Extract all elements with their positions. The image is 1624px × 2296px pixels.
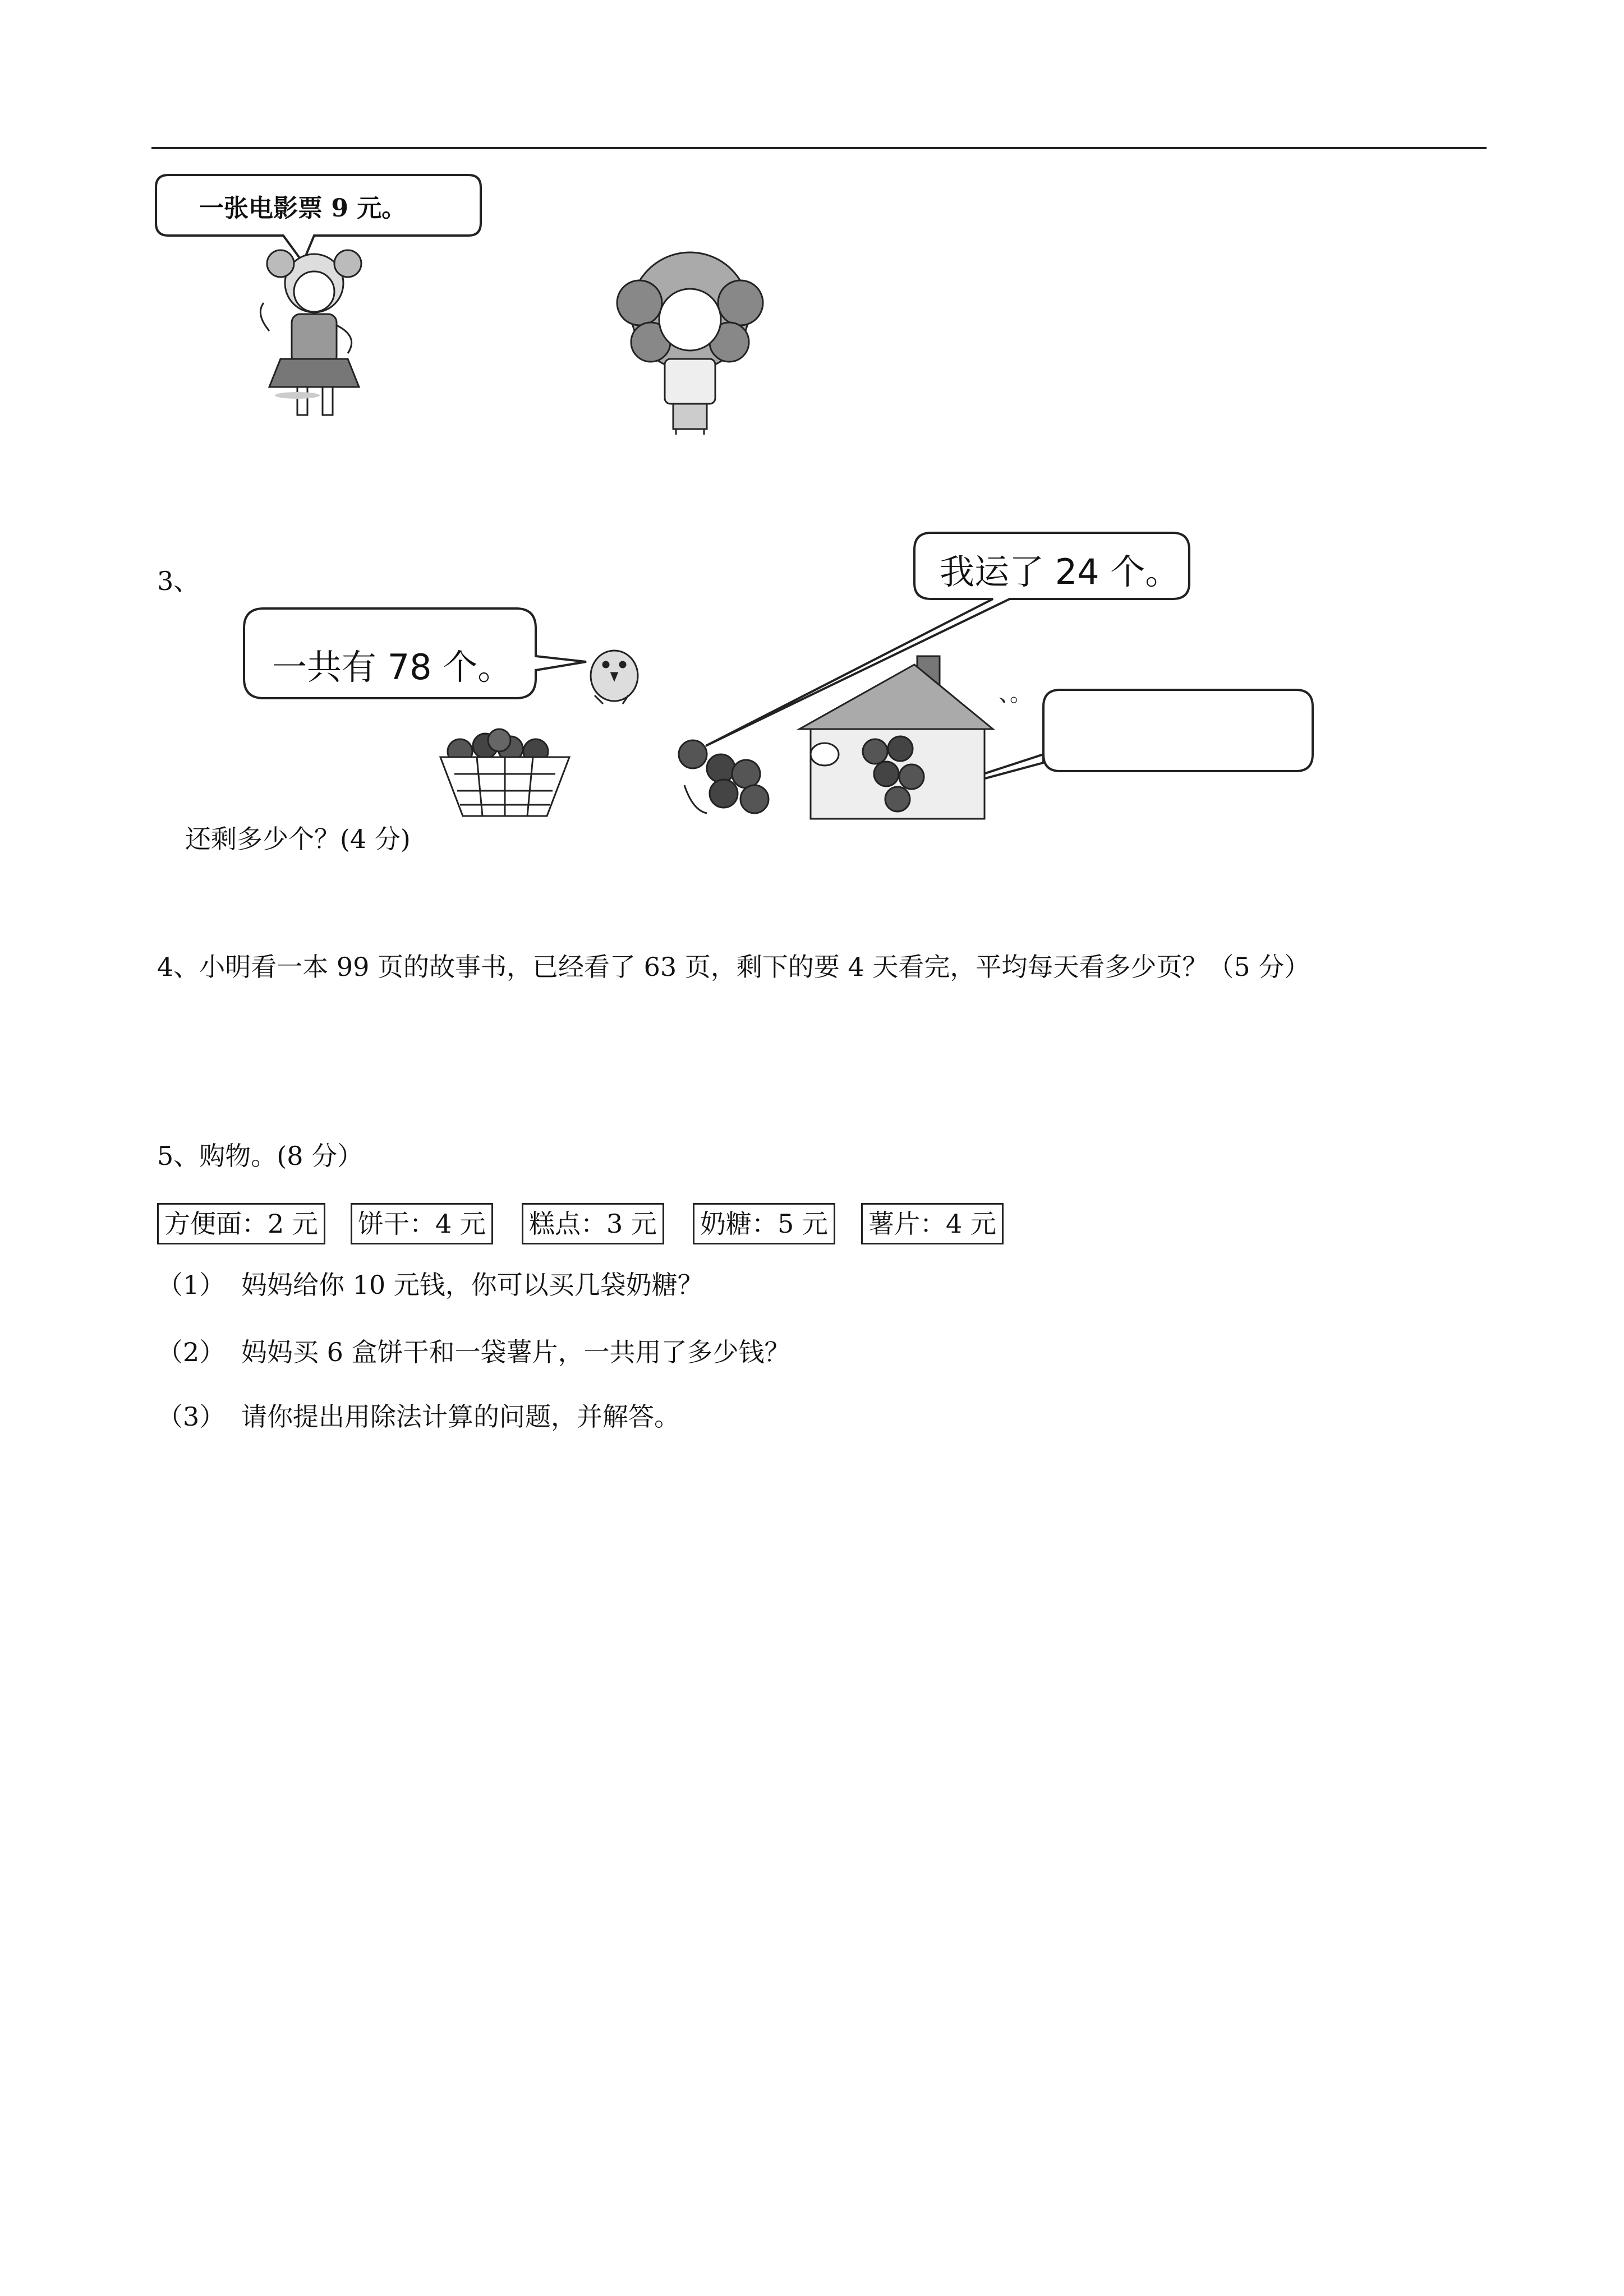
bubble-text-moved: 我运了 24 个。 <box>940 551 1180 592</box>
apple-basket-illustration <box>440 729 569 816</box>
question-3-number: 3、 <box>157 566 200 596</box>
sub-question-3 <box>157 1396 680 1433</box>
sub-question-3-number: （3） <box>157 1401 226 1432</box>
sub-question-2-number: （2） <box>157 1337 226 1367</box>
curly-hair-girl-illustration <box>617 252 763 435</box>
sub-question-1-number: （1） <box>157 1270 226 1300</box>
bubble-text-total: 一共有 78 个。 <box>272 647 513 688</box>
price-milk-candy: 奶糖：5 元 <box>693 1203 835 1244</box>
price-instant-noodles: 方便面：2 元 <box>157 1203 325 1244</box>
price-chips: 薯片：4 元 <box>861 1203 1004 1244</box>
sub-question-3-text: 请你提出用除法计算的问题，并解答。 <box>241 1401 680 1432</box>
question-4: 4、小明看一本 99 页的故事书，已经看了 63 页，剩下的要 4 天看完，平均每天看多少页？（5 分） <box>157 952 1310 982</box>
girl-with-ponytails-illustration <box>260 250 361 415</box>
sub-question-2-text: 妈妈买 6 盒饼干和一袋薯片，一共用了多少钱？ <box>241 1337 790 1367</box>
question-3-ask: 还剩多少个？(4 分) <box>185 824 411 854</box>
apple-pile-illustration <box>679 740 769 813</box>
sub-question-1 <box>157 1265 703 1302</box>
chick-illustration <box>591 651 638 704</box>
svg-text:、。: 、。 <box>999 681 1032 707</box>
sub-question-1-text: 妈妈给你 10 元钱，你可以买几袋奶糖？ <box>241 1270 703 1300</box>
price-cake: 糕点：3 元 <box>522 1203 664 1244</box>
question-5-title: 5、购物。(8 分） <box>157 1141 364 1171</box>
sub-question-2 <box>157 1332 790 1369</box>
bubble-text-movie-ticket: 一张电影票 9 元。 <box>199 194 407 223</box>
price-biscuits: 饼干：4 元 <box>351 1203 493 1244</box>
